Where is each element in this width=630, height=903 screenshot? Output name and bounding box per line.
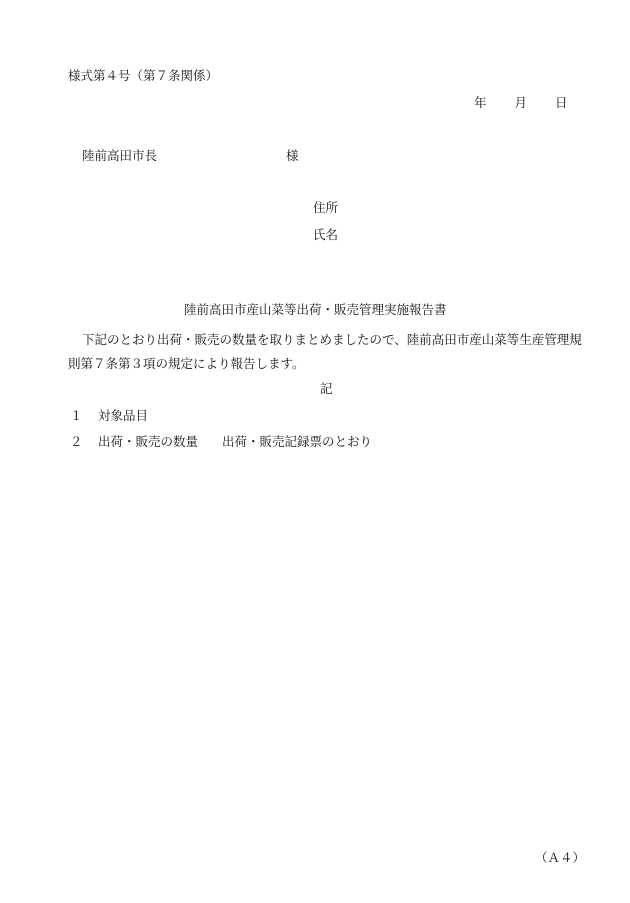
ki-heading: 記 bbox=[320, 381, 333, 396]
honorific: 様 bbox=[286, 148, 299, 163]
date-day: 日 bbox=[555, 95, 568, 110]
item-label: 出荷・販売の数量 bbox=[98, 434, 199, 449]
item-row-quantity bbox=[70, 434, 372, 450]
document-title: 陸前高田市産山菜等出荷・販売管理実施報告書 bbox=[184, 302, 447, 317]
address-label: 住所 bbox=[313, 200, 339, 215]
name-label: 氏名 bbox=[313, 227, 339, 242]
item-number: １ bbox=[70, 408, 83, 423]
addressee: 陸前高田市長 bbox=[82, 148, 158, 163]
date-year: 年 bbox=[474, 95, 487, 110]
date-block bbox=[474, 95, 568, 111]
body-text: 下記のとおり出荷・販売の数量を取りまとめましたので、陸前高田市産山菜等生産管理規則第７条第３項の規定により報告します。 bbox=[68, 332, 582, 371]
item-value: 出荷・販売記録票のとおり bbox=[222, 434, 373, 449]
form-number: 様式第４号（第７条関係） bbox=[68, 68, 219, 83]
item-number: ２ bbox=[70, 434, 83, 449]
date-month: 月 bbox=[514, 95, 528, 110]
item-label: 対象品目 bbox=[98, 408, 149, 423]
paper-size: （Ａ４） bbox=[535, 850, 586, 865]
item-row-target bbox=[70, 408, 172, 424]
